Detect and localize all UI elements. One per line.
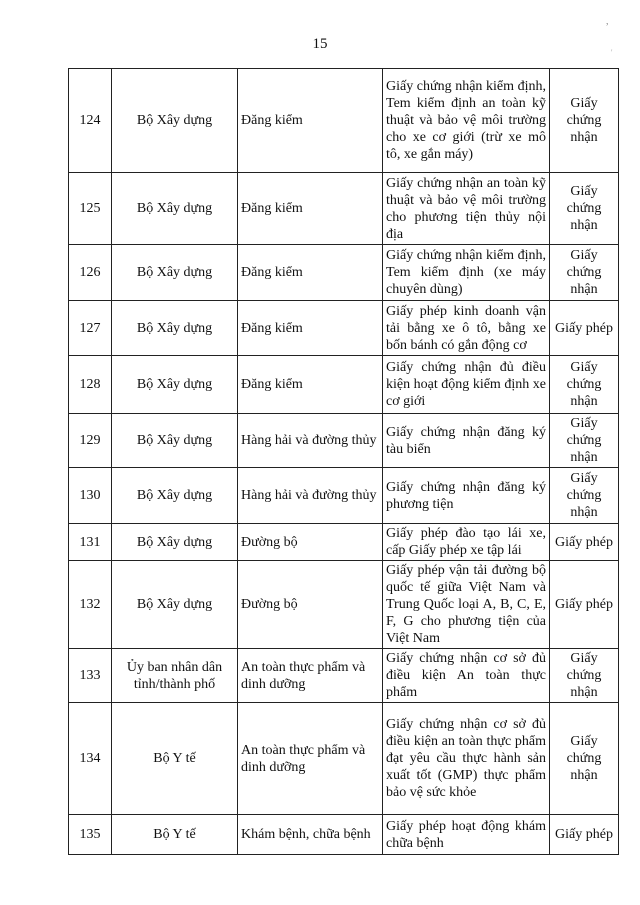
document-name-cell: Giấy chứng nhận đăng ký phương tiện xyxy=(383,468,550,524)
scan-mark: ' xyxy=(611,48,613,57)
field-cell: Đăng kiểm xyxy=(238,245,383,301)
agency-cell: Bộ Y tế xyxy=(112,815,238,855)
row-number: 130 xyxy=(69,468,112,524)
row-number: 132 xyxy=(69,561,112,649)
table-row xyxy=(69,414,619,468)
table-row xyxy=(69,703,619,815)
row-number: 133 xyxy=(69,649,112,703)
document-name-cell: Giấy chứng nhận cơ sở đủ điều kiện An toàn thực phẩm xyxy=(383,649,550,703)
scan-mark: , xyxy=(606,16,609,27)
table-row xyxy=(69,245,619,301)
row-number: 129 xyxy=(69,414,112,468)
document-name-cell: Giấy phép đào tạo lái xe, cấp Giấy phép xe tập lái xyxy=(383,524,550,561)
agency-cell: Bộ Xây dựng xyxy=(112,301,238,356)
document-name-cell: Giấy chứng nhận an toàn kỹ thuật và bảo vệ môi trường cho phương tiện thủy nội địa xyxy=(383,173,550,245)
document-name-cell: Giấy phép hoạt động khám chữa bệnh xyxy=(383,815,550,855)
document-type-cell: Giấy chứng nhận xyxy=(550,69,619,173)
document-name-cell: Giấy phép kinh doanh vận tải bằng xe ô tô, bằng xe bốn bánh có gắn động cơ xyxy=(383,301,550,356)
row-number: 126 xyxy=(69,245,112,301)
table-row xyxy=(69,69,619,173)
agency-cell: Bộ Xây dựng xyxy=(112,468,238,524)
agency-cell: Bộ Xây dựng xyxy=(112,69,238,173)
row-number: 128 xyxy=(69,356,112,414)
document-table xyxy=(68,68,619,855)
agency-cell: Bộ Xây dựng xyxy=(112,356,238,414)
document-type-cell: Giấy chứng nhận xyxy=(550,356,619,414)
table-row xyxy=(69,815,619,855)
table-body xyxy=(69,69,619,855)
agency-cell: Bộ Y tế xyxy=(112,703,238,815)
field-cell: Đăng kiểm xyxy=(238,173,383,245)
agency-cell: Ủy ban nhân dân tỉnh/thành phố xyxy=(112,649,238,703)
field-cell: Hàng hải và đường thủy xyxy=(238,414,383,468)
document-name-cell: Giấy chứng nhận cơ sở đủ điều kiện an toàn thực phẩm đạt yêu cầu thực hành sản xuất tốt (GMP) thực phẩm bảo vệ sức khỏe xyxy=(383,703,550,815)
row-number: 134 xyxy=(69,703,112,815)
field-cell: Khám bệnh, chữa bệnh xyxy=(238,815,383,855)
document-name-cell: Giấy chứng nhận đăng ký tàu biển xyxy=(383,414,550,468)
row-number: 135 xyxy=(69,815,112,855)
field-cell: Đăng kiểm xyxy=(238,69,383,173)
field-cell: Đăng kiểm xyxy=(238,356,383,414)
table-row xyxy=(69,301,619,356)
row-number: 127 xyxy=(69,301,112,356)
table-row xyxy=(69,173,619,245)
document-type-cell: Giấy chứng nhận xyxy=(550,245,619,301)
document-type-cell: Giấy phép xyxy=(550,815,619,855)
document-type-cell: Giấy chứng nhận xyxy=(550,703,619,815)
agency-cell: Bộ Xây dựng xyxy=(112,524,238,561)
field-cell: An toàn thực phẩm và dinh dưỡng xyxy=(238,703,383,815)
document-type-cell: Giấy chứng nhận xyxy=(550,468,619,524)
field-cell: An toàn thực phẩm và dinh dưỡng xyxy=(238,649,383,703)
field-cell: Đường bộ xyxy=(238,524,383,561)
row-number: 125 xyxy=(69,173,112,245)
document-name-cell: Giấy chứng nhận kiểm định, Tem kiểm định an toàn kỹ thuật và bảo vệ môi trường cho xe cơ giới (trừ xe mô tô, xe gắn máy) xyxy=(383,69,550,173)
document-type-cell: Giấy chứng nhận xyxy=(550,649,619,703)
field-cell: Đường bộ xyxy=(238,561,383,649)
row-number: 124 xyxy=(69,69,112,173)
agency-cell: Bộ Xây dựng xyxy=(112,245,238,301)
row-number: 131 xyxy=(69,524,112,561)
document-type-cell: Giấy chứng nhận xyxy=(550,173,619,245)
table-row xyxy=(69,356,619,414)
document-type-cell: Giấy chứng nhận xyxy=(550,414,619,468)
page-number: 15 xyxy=(312,36,328,52)
table-row xyxy=(69,561,619,649)
document-type-cell: Giấy phép xyxy=(550,524,619,561)
document-name-cell: Giấy chứng nhận kiểm định, Tem kiểm định (xe máy chuyên dùng) xyxy=(383,245,550,301)
document-type-cell: Giấy phép xyxy=(550,301,619,356)
table-row xyxy=(69,468,619,524)
agency-cell: Bộ Xây dựng xyxy=(112,414,238,468)
document-type-cell: Giấy phép xyxy=(550,561,619,649)
table-row xyxy=(69,649,619,703)
field-cell: Đăng kiểm xyxy=(238,301,383,356)
field-cell: Hàng hải và đường thủy xyxy=(238,468,383,524)
agency-cell: Bộ Xây dựng xyxy=(112,173,238,245)
table-row xyxy=(69,524,619,561)
agency-cell: Bộ Xây dựng xyxy=(112,561,238,649)
document-name-cell: Giấy chứng nhận đủ điều kiện hoạt động kiểm định xe cơ giới xyxy=(383,356,550,414)
document-name-cell: Giấy phép vận tải đường bộ quốc tế giữa Việt Nam và Trung Quốc loại A, B, C, E, F, G cho phương tiện của Việt Nam xyxy=(383,561,550,649)
